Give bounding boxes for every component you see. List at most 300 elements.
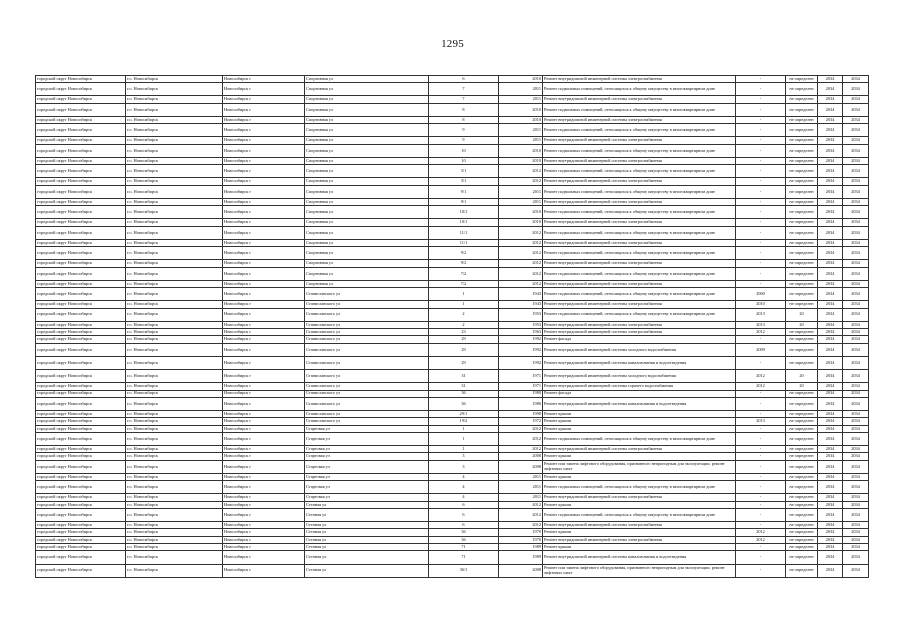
cell-work-type: Ремонт внутридомовой инженерной системы электроснабжения	[543, 157, 736, 164]
table-row	[36, 494, 869, 501]
cell-period: не определен	[786, 178, 818, 185]
table-row	[36, 481, 869, 494]
table-row	[36, 460, 869, 473]
cell-street: Степная ул	[305, 551, 429, 564]
cell-plan-year-end: 2034	[843, 473, 869, 480]
cell-work-type: Ремонт подвальных помещений, относящихся к общему имуществу в многоквартирном доме	[543, 508, 736, 521]
cell-plan-year-end: 2034	[843, 144, 869, 157]
cell-cost: -	[736, 103, 786, 116]
cell-okrug: городской округ Новосибирск	[36, 390, 126, 397]
cell-okrug-short: г.о. Новосибирск	[126, 198, 223, 205]
cell-house: 31	[429, 383, 499, 390]
cell-okrug: городской округ Новосибирск	[36, 185, 126, 198]
cell-street: Спортивная ул	[305, 137, 429, 144]
cell-street: Станиславского ул	[305, 383, 429, 390]
cell-plan-year-end: 2034	[843, 83, 869, 96]
cell-cost: -	[736, 501, 786, 508]
cell-plan-year-end: 2034	[843, 247, 869, 260]
cell-year: 2008	[499, 453, 543, 460]
cell-plan-year-end: 2034	[843, 226, 869, 239]
cell-street: Стартовая ул	[305, 446, 429, 453]
cell-period: не определен	[786, 564, 818, 577]
cell-house: 1	[429, 425, 499, 432]
cell-work-type: Ремонт или замена лифтового оборудования, признанного непригодным для эксплуатации, ремонт лифтовых шахт	[543, 460, 736, 473]
cell-house: 7	[429, 83, 499, 96]
cell-street: Стартовая ул	[305, 473, 429, 480]
cell-street: Стартовая ул	[305, 494, 429, 501]
cell-okrug-short: г.о. Новосибирск	[126, 83, 223, 96]
cell-street: Степная ул	[305, 522, 429, 529]
cell-year: 2011	[499, 185, 543, 198]
cell-work-type: Ремонт крыши	[543, 418, 736, 425]
cell-street: Станиславского ул	[305, 418, 429, 425]
cell-city: Новосибирск г	[223, 226, 305, 239]
cell-okrug-short: г.о. Новосибирск	[126, 343, 223, 356]
cell-okrug-short: г.о. Новосибирск	[126, 446, 223, 453]
cell-period: не определен	[786, 356, 818, 369]
cell-plan-year: 2034	[818, 453, 843, 460]
cell-period: не определен	[786, 390, 818, 397]
cell-plan-year: 2034	[818, 501, 843, 508]
cell-period: не определен	[786, 116, 818, 123]
cell-plan-year-end: 2034	[843, 260, 869, 267]
cell-street: Станиславского ул	[305, 321, 429, 328]
cell-plan-year: 2034	[818, 144, 843, 157]
cell-plan-year: 2034	[818, 418, 843, 425]
table-row	[36, 267, 869, 280]
cell-work-type: Ремонт крыши	[543, 425, 736, 432]
cell-cost: 2009	[736, 343, 786, 356]
cell-house: 3	[429, 453, 499, 460]
cell-year: 1992	[499, 356, 543, 369]
cell-work-type: Ремонт внутридомовой инженерной системы электроснабжения	[543, 239, 736, 246]
cell-street: Стартовая ул	[305, 460, 429, 473]
cell-plan-year-end: 2034	[843, 481, 869, 494]
cell-year: 2011	[499, 124, 543, 137]
cell-cost: -	[736, 432, 786, 445]
cell-period: не определен	[786, 124, 818, 137]
cell-year: 2012	[499, 165, 543, 178]
cell-period: не определен	[786, 76, 818, 83]
cell-house: 10	[429, 144, 499, 157]
cell-plan-year: 2034	[818, 185, 843, 198]
cell-city: Новосибирск г	[223, 418, 305, 425]
cell-work-type: Ремонт подвальных помещений, относящихся к общему имуществу в многоквартирном доме	[543, 144, 736, 157]
cell-plan-year: 2034	[818, 116, 843, 123]
cell-plan-year: 2034	[818, 460, 843, 473]
cell-plan-year: 2034	[818, 494, 843, 501]
cell-year: 2012	[499, 432, 543, 445]
cell-city: Новосибирск г	[223, 260, 305, 267]
cell-street: Спортивная ул	[305, 178, 429, 185]
cell-house: 36/1	[429, 564, 499, 577]
cell-work-type: Ремонт внутридомовой инженерной системы холодного водоснабжения	[543, 370, 736, 383]
cell-okrug-short: г.о. Новосибирск	[126, 137, 223, 144]
cell-plan-year: 2034	[818, 103, 843, 116]
cell-house: 29/1	[429, 411, 499, 418]
cell-okrug: городской округ Новосибирск	[36, 343, 126, 356]
cell-period: не определен	[786, 137, 818, 144]
table-row	[36, 329, 869, 336]
cell-house: 9/2	[429, 247, 499, 260]
cell-okrug: городской округ Новосибирск	[36, 460, 126, 473]
cell-cost: -	[736, 206, 786, 219]
cell-plan-year: 2034	[818, 137, 843, 144]
cell-okrug: городской округ Новосибирск	[36, 453, 126, 460]
cell-city: Новосибирск г	[223, 411, 305, 418]
cell-okrug-short: г.о. Новосибирск	[126, 260, 223, 267]
cell-cost: -	[736, 226, 786, 239]
cell-city: Новосибирск г	[223, 288, 305, 301]
cell-year: 1980	[499, 397, 543, 410]
cell-year: 2011	[499, 481, 543, 494]
cell-cost: -	[736, 481, 786, 494]
cell-house: 3/1	[429, 165, 499, 178]
cell-year: 1970	[499, 529, 543, 536]
cell-okrug-short: г.о. Новосибирск	[126, 425, 223, 432]
cell-city: Новосибирск г	[223, 343, 305, 356]
cell-period: 20	[786, 321, 818, 328]
cell-plan-year-end: 2034	[843, 157, 869, 164]
cell-okrug-short: г.о. Новосибирск	[126, 460, 223, 473]
cell-work-type: Ремонт крыши	[543, 411, 736, 418]
cell-okrug: городской округ Новосибирск	[36, 137, 126, 144]
cell-house: 7	[429, 96, 499, 103]
cell-cost: -	[736, 124, 786, 137]
cell-period: не определен	[786, 473, 818, 480]
cell-work-type: Ремонт подвальных помещений, относящихся к общему имуществу в многоквартирном доме	[543, 226, 736, 239]
cell-city: Новосибирск г	[223, 356, 305, 369]
cell-city: Новосибирск г	[223, 432, 305, 445]
cell-cost: -	[736, 411, 786, 418]
cell-cost: 2012	[736, 383, 786, 390]
cell-work-type: Ремонт подвальных помещений, относящихся к общему имуществу в многоквартирном доме	[543, 288, 736, 301]
cell-plan-year: 2034	[818, 529, 843, 536]
cell-city: Новосибирск г	[223, 137, 305, 144]
cell-cost: -	[736, 460, 786, 473]
cell-okrug-short: г.о. Новосибирск	[126, 494, 223, 501]
cell-street: Спортивная ул	[305, 198, 429, 205]
cell-plan-year-end: 2034	[843, 370, 869, 383]
cell-city: Новосибирск г	[223, 501, 305, 508]
cell-city: Новосибирск г	[223, 425, 305, 432]
cell-cost: -	[736, 239, 786, 246]
cell-house: 8	[429, 116, 499, 123]
cell-house: 9	[429, 124, 499, 137]
cell-period: не определен	[786, 165, 818, 178]
cell-plan-year: 2034	[818, 96, 843, 103]
cell-street: Спортивная ул	[305, 83, 429, 96]
cell-street: Станиславского ул	[305, 343, 429, 356]
cell-city: Новосибирск г	[223, 321, 305, 328]
cell-city: Новосибирск г	[223, 564, 305, 577]
cell-city: Новосибирск г	[223, 157, 305, 164]
cell-year: 2011	[499, 198, 543, 205]
cell-okrug: городской округ Новосибирск	[36, 529, 126, 536]
cell-plan-year: 2034	[818, 267, 843, 280]
cell-okrug-short: г.о. Новосибирск	[126, 383, 223, 390]
cell-plan-year: 2034	[818, 551, 843, 564]
cell-year: 2011	[499, 83, 543, 96]
cell-plan-year: 2034	[818, 206, 843, 219]
cell-plan-year-end: 2034	[843, 494, 869, 501]
table-row	[36, 411, 869, 418]
cell-work-type: Ремонт внутридомовой инженерной системы электроснабжения	[543, 446, 736, 453]
cell-street: Спортивная ул	[305, 165, 429, 178]
cell-year: 2010	[499, 157, 543, 164]
cell-house: 10	[429, 157, 499, 164]
cell-street: Степная ул	[305, 508, 429, 521]
cell-city: Новосибирск г	[223, 124, 305, 137]
cell-plan-year-end: 2034	[843, 460, 869, 473]
cell-city: Новосибирск г	[223, 529, 305, 536]
cell-cost: -	[736, 267, 786, 280]
cell-period: не определен	[786, 83, 818, 96]
cell-okrug: городской округ Новосибирск	[36, 329, 126, 336]
cell-plan-year: 2034	[818, 301, 843, 308]
cell-year: 2012	[499, 501, 543, 508]
cell-period: не определен	[786, 418, 818, 425]
cell-period: не определен	[786, 239, 818, 246]
cell-cost: -	[736, 453, 786, 460]
cell-plan-year-end: 2034	[843, 308, 869, 321]
cell-year: 2010	[499, 144, 543, 157]
cell-plan-year: 2034	[818, 247, 843, 260]
cell-cost: -	[736, 473, 786, 480]
table-row	[36, 321, 869, 328]
table-row	[36, 551, 869, 564]
cell-plan-year-end: 2034	[843, 411, 869, 418]
cell-okrug-short: г.о. Новосибирск	[126, 124, 223, 137]
cell-okrug-short: г.о. Новосибирск	[126, 157, 223, 164]
cell-period: не определен	[786, 219, 818, 226]
table-row	[36, 343, 869, 356]
cell-year: 2010	[499, 76, 543, 83]
cell-year: 2012	[499, 247, 543, 260]
cell-plan-year-end: 2034	[843, 390, 869, 397]
cell-city: Новосибирск г	[223, 494, 305, 501]
cell-year: 1989	[499, 551, 543, 564]
table-row	[36, 185, 869, 198]
cell-year: 1992	[499, 343, 543, 356]
cell-work-type: Ремонт внутридомовой инженерной системы электроснабжения	[543, 280, 736, 287]
cell-plan-year: 2034	[818, 425, 843, 432]
table-row	[36, 76, 869, 83]
cell-plan-year: 2034	[818, 383, 843, 390]
cell-street: Спортивная ул	[305, 144, 429, 157]
cell-okrug-short: г.о. Новосибирск	[126, 522, 223, 529]
table-row	[36, 508, 869, 521]
cell-cost: -	[736, 76, 786, 83]
cell-okrug-short: г.о. Новосибирск	[126, 247, 223, 260]
cell-work-type: Ремонт подвальных помещений, относящихся к общему имуществу в многоквартирном доме	[543, 481, 736, 494]
cell-year: 1989	[499, 544, 543, 551]
cell-street: Спортивная ул	[305, 185, 429, 198]
cell-okrug: городской округ Новосибирск	[36, 321, 126, 328]
cell-year: 2010	[499, 219, 543, 226]
table-row	[36, 501, 869, 508]
cell-plan-year: 2034	[818, 390, 843, 397]
cell-plan-year: 2034	[818, 308, 843, 321]
cell-plan-year-end: 2034	[843, 185, 869, 198]
cell-plan-year-end: 2034	[843, 198, 869, 205]
cell-cost: -	[736, 425, 786, 432]
cell-street: Степная ул	[305, 501, 429, 508]
cell-okrug-short: г.о. Новосибирск	[126, 544, 223, 551]
cell-okrug-short: г.о. Новосибирск	[126, 103, 223, 116]
cell-okrug: городской округ Новосибирск	[36, 411, 126, 418]
cell-street: Спортивная ул	[305, 260, 429, 267]
cell-cost: -	[736, 564, 786, 577]
cell-street: Спортивная ул	[305, 206, 429, 219]
table-row	[36, 178, 869, 185]
cell-okrug-short: г.о. Новосибирск	[126, 397, 223, 410]
cell-okrug: городской округ Новосибирск	[36, 226, 126, 239]
table-row	[36, 425, 869, 432]
cell-okrug-short: г.о. Новосибирск	[126, 336, 223, 343]
cell-plan-year: 2034	[818, 564, 843, 577]
cell-year: 1943	[499, 288, 543, 301]
cell-okrug: городской округ Новосибирск	[36, 446, 126, 453]
table-row	[36, 260, 869, 267]
cell-house: 2	[429, 321, 499, 328]
cell-street: Стартовая ул	[305, 481, 429, 494]
cell-street: Спортивная ул	[305, 226, 429, 239]
cell-house: 7/2	[429, 280, 499, 287]
cell-period: не определен	[786, 536, 818, 543]
cell-okrug-short: г.о. Новосибирск	[126, 321, 223, 328]
cell-okrug: городской округ Новосибирск	[36, 536, 126, 543]
table-row	[36, 544, 869, 551]
cell-year: 2012	[499, 260, 543, 267]
cell-plan-year: 2034	[818, 481, 843, 494]
cell-period: не определен	[786, 226, 818, 239]
cell-street: Спортивная ул	[305, 239, 429, 246]
cell-year: 1980	[499, 390, 543, 397]
cell-house: 3	[429, 460, 499, 473]
cell-house: 29	[429, 336, 499, 343]
cell-plan-year-end: 2034	[843, 206, 869, 219]
cell-plan-year-end: 2034	[843, 551, 869, 564]
cell-work-type: Ремонт внутридомовой инженерной системы электроснабжения	[543, 321, 736, 328]
table-row	[36, 96, 869, 103]
cell-okrug: городской округ Новосибирск	[36, 206, 126, 219]
cell-okrug-short: г.о. Новосибирск	[126, 536, 223, 543]
cell-okrug-short: г.о. Новосибирск	[126, 529, 223, 536]
cell-city: Новосибирск г	[223, 116, 305, 123]
cell-okrug-short: г.о. Новосибирск	[126, 178, 223, 185]
cell-plan-year: 2034	[818, 198, 843, 205]
cell-house: 1	[429, 432, 499, 445]
cell-period: не определен	[786, 267, 818, 280]
table-row	[36, 383, 869, 390]
cell-plan-year-end: 2034	[843, 124, 869, 137]
cell-okrug: городской округ Новосибирск	[36, 239, 126, 246]
cell-period: не определен	[786, 397, 818, 410]
cell-okrug-short: г.о. Новосибирск	[126, 219, 223, 226]
cell-street: Станиславского ул	[305, 397, 429, 410]
cell-okrug-short: г.о. Новосибирск	[126, 418, 223, 425]
cell-cost: -	[736, 356, 786, 369]
table-row	[36, 206, 869, 219]
table-row	[36, 239, 869, 246]
cell-period: не определен	[786, 432, 818, 445]
cell-city: Новосибирск г	[223, 522, 305, 529]
cell-work-type: Ремонт внутридомовой инженерной системы канализования и водоотведения	[543, 551, 736, 564]
cell-house: 29	[429, 356, 499, 369]
cell-okrug: городской округ Новосибирск	[36, 288, 126, 301]
cell-house: 1	[429, 446, 499, 453]
cell-work-type: Ремонт подвальных помещений, относящихся к общему имуществу в многоквартирном доме	[543, 432, 736, 445]
table-row	[36, 226, 869, 239]
cell-house: 10/1	[429, 219, 499, 226]
cell-plan-year-end: 2034	[843, 219, 869, 226]
cell-city: Новосибирск г	[223, 383, 305, 390]
cell-work-type: Ремонт подвальных помещений, относящихся к общему имуществу в многоквартирном доме	[543, 165, 736, 178]
cell-cost: 2013	[736, 321, 786, 328]
cell-house: 10/1	[429, 206, 499, 219]
cell-street: Станиславского ул	[305, 329, 429, 336]
cell-house: 8	[429, 103, 499, 116]
table-row	[36, 390, 869, 397]
cell-cost: 2012	[736, 536, 786, 543]
cell-cost: 2010	[736, 301, 786, 308]
cell-plan-year: 2034	[818, 343, 843, 356]
cell-okrug: городской округ Новосибирск	[36, 432, 126, 445]
cell-house: 19/2	[429, 418, 499, 425]
cell-year: 2012	[499, 226, 543, 239]
cell-city: Новосибирск г	[223, 329, 305, 336]
cell-plan-year-end: 2034	[843, 522, 869, 529]
cell-cost: -	[736, 116, 786, 123]
cell-okrug: городской округ Новосибирск	[36, 418, 126, 425]
cell-okrug-short: г.о. Новосибирск	[126, 356, 223, 369]
cell-city: Новосибирск г	[223, 185, 305, 198]
cell-period: не определен	[786, 551, 818, 564]
cell-period: не определен	[786, 446, 818, 453]
cell-year: 1992	[499, 336, 543, 343]
cell-street: Степная ул	[305, 536, 429, 543]
cell-cost: -	[736, 144, 786, 157]
cell-house: 4	[429, 481, 499, 494]
cell-year: 2012	[499, 280, 543, 287]
table-row	[36, 103, 869, 116]
cell-house: 4	[429, 473, 499, 480]
table-row	[36, 144, 869, 157]
cell-work-type: Ремонт подвальных помещений, относящихся к общему имуществу в многоквартирном доме	[543, 206, 736, 219]
cell-work-type: Ремонт внутридомовой инженерной системы электроснабжения	[543, 522, 736, 529]
cell-plan-year-end: 2034	[843, 336, 869, 343]
cell-city: Новосибирск г	[223, 206, 305, 219]
table-row	[36, 308, 869, 321]
cell-okrug: городской округ Новосибирск	[36, 144, 126, 157]
cell-cost: -	[736, 219, 786, 226]
cell-city: Новосибирск г	[223, 144, 305, 157]
cell-plan-year-end: 2034	[843, 508, 869, 521]
cell-city: Новосибирск г	[223, 336, 305, 343]
cell-period: не определен	[786, 336, 818, 343]
cell-okrug-short: г.о. Новосибирск	[126, 267, 223, 280]
table-row	[36, 137, 869, 144]
table-row	[36, 165, 869, 178]
table-row	[36, 564, 869, 577]
table-row	[36, 198, 869, 205]
cell-period: не определен	[786, 288, 818, 301]
table-row	[36, 280, 869, 287]
cell-okrug: городской округ Новосибирск	[36, 247, 126, 260]
cell-house: 36	[429, 529, 499, 536]
table-row	[36, 116, 869, 123]
